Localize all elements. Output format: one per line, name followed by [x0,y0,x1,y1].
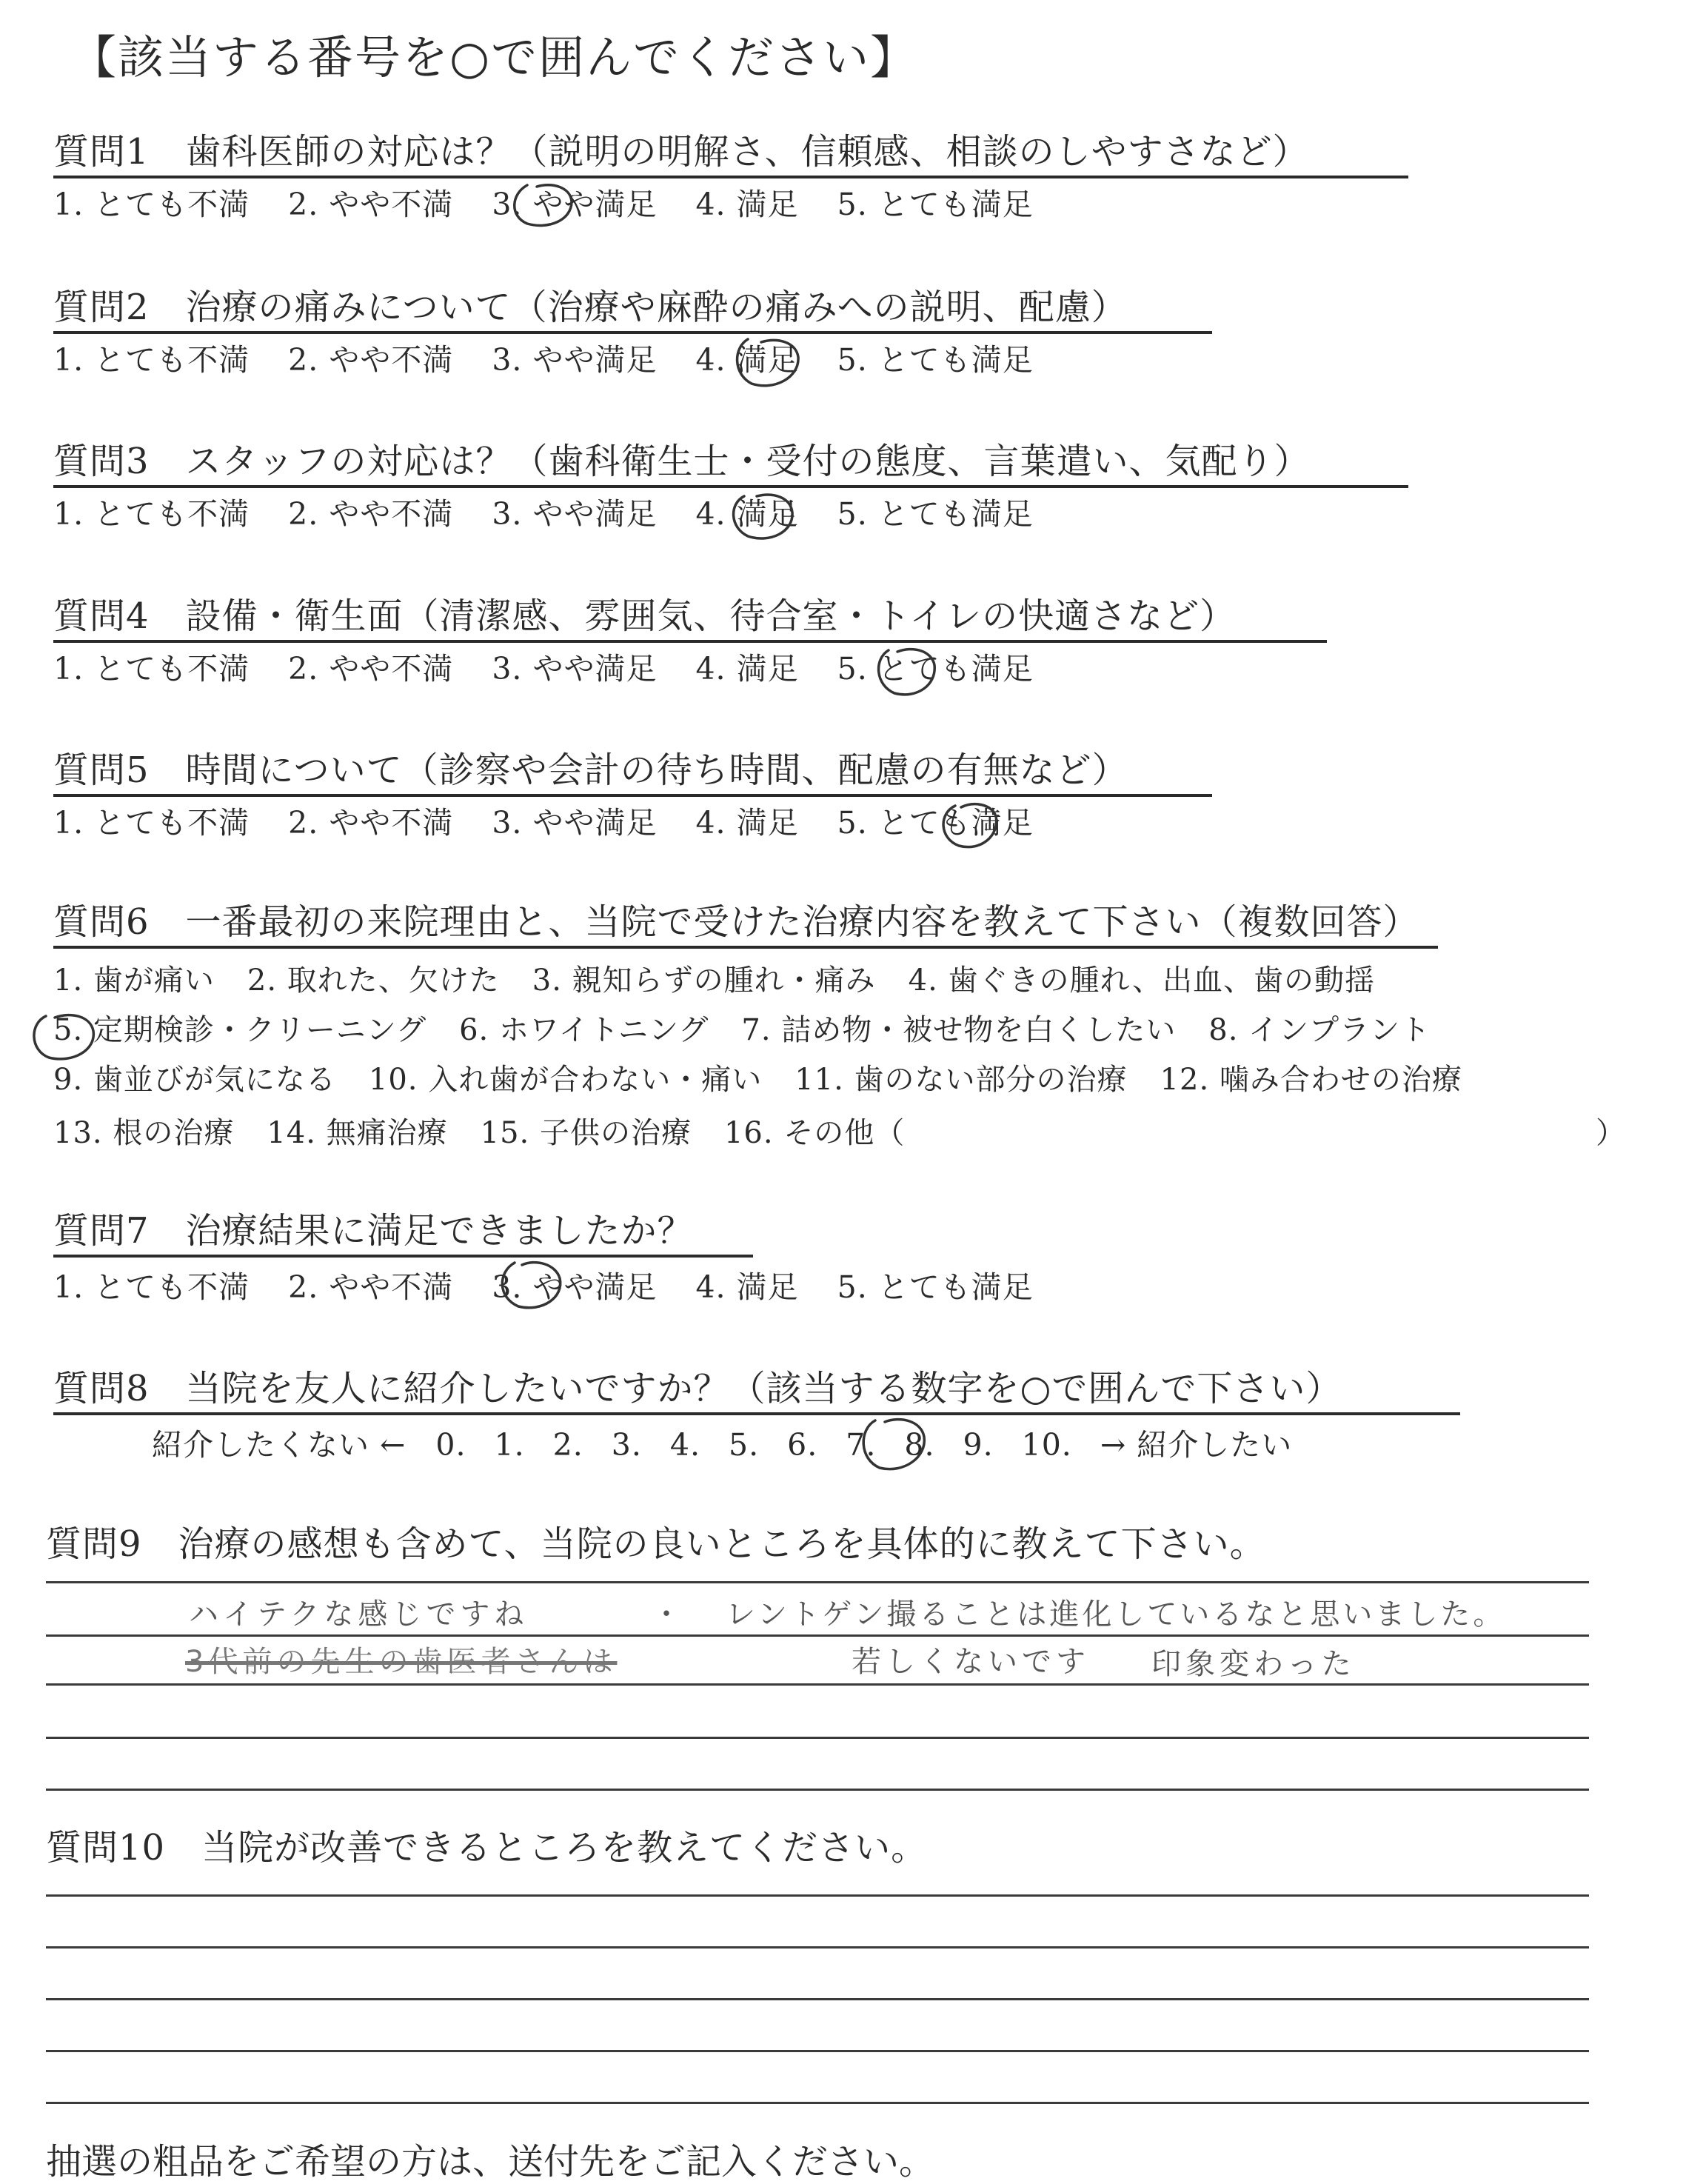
struck-handwriting: 3代前の先生の歯医者さんは [185,1645,618,1679]
option-5[interactable]: 5. とても満足 [837,1269,1034,1305]
question-7-label: 質問7 治療結果に満足できましたか？ [53,1210,694,1252]
footer-instruction: 抽選の粗品をご希望の方は、送付先をご記入ください。 [46,2141,935,2183]
option-4[interactable]: 4. 満足 [695,1269,799,1305]
q6-other-close-paren: ） [1596,1116,1626,1150]
question-6-underline [53,946,1438,949]
option-3[interactable]: 3. やや満足 [492,342,658,378]
scale-3[interactable]: 3. [611,1427,642,1463]
question-6-row-1 [53,961,1408,1000]
option-3[interactable]: 3. やや満足 [492,805,658,841]
option-2[interactable]: 2. やや不満 [288,342,454,378]
question-8-scale [152,1426,1292,1464]
question-3-underline [53,485,1408,488]
q6-option-1[interactable]: 1. 歯が痛い [53,964,215,998]
question-7-options [53,1268,1072,1306]
answer-line [46,2102,1589,2104]
option-1[interactable]: 1. とても不満 [53,496,250,532]
answer-line [46,1634,1589,1637]
question-5-label: 質問5 時間について（診察や会計の待ち時間、配慮の有無など） [53,749,1128,791]
option-2[interactable]: 2. やや不満 [288,187,454,222]
option-5[interactable]: 5. とても満足 [837,342,1034,378]
question-6-row-2 [53,1011,1463,1049]
handwritten-answer: ハイテクな感じですね [189,1597,529,1632]
question-9-label: 質問9 治療の感想も含めて、当院の良いところを具体的に教えて下さい。 [46,1523,1266,1565]
scale-9[interactable]: 9. [963,1427,994,1463]
question-2-label: 質問2 治療の痛みについて（治療や麻酔の痛みへの説明、配慮） [53,287,1128,328]
q6-option-15[interactable]: 15. 子供の治療 [480,1116,692,1150]
option-1[interactable]: 1. とても不満 [53,651,250,687]
option-4[interactable]: 4. 満足 [695,342,799,378]
question-4-options [53,649,1072,688]
scale-4[interactable]: 4. [669,1427,701,1463]
question-3-label: 質問3 スタッフの対応は？（歯科衛生士・受付の態度、言葉遣い、気配り） [53,441,1311,482]
option-4[interactable]: 4. 満足 [695,187,799,222]
scale-2[interactable]: 2. [552,1427,583,1463]
q6-option-16[interactable]: 16. その他（ [723,1116,906,1150]
page-title: 【該当する番号を○で囲んでください】 [70,30,918,84]
option-1[interactable]: 1. とても不満 [53,187,250,222]
scale-8[interactable]: 8. [904,1427,935,1463]
option-3[interactable]: 3. やや満足 [492,187,658,222]
q6-option-4[interactable]: 4. 歯ぐきの腫れ、出血、歯の動揺 [908,964,1375,998]
option-3[interactable]: 3. やや満足 [492,496,658,532]
option-2[interactable]: 2. やや不満 [288,1269,454,1305]
question-1-options [53,185,1072,224]
option-4[interactable]: 4. 満足 [695,651,799,687]
option-1[interactable]: 1. とても不満 [53,805,250,841]
option-2[interactable]: 2. やや不満 [288,496,454,532]
q6-option-7[interactable]: 7. 詰め物・被せ物を白くしたい [741,1013,1177,1047]
option-4[interactable]: 4. 満足 [695,805,799,841]
option-4[interactable]: 4. 満足 [695,496,799,532]
question-7-underline [53,1255,753,1258]
scale-10[interactable]: 10. [1021,1427,1072,1463]
question-8-underline [53,1412,1460,1415]
q6-option-6[interactable]: 6. ホワイトニング [459,1013,709,1047]
question-2-underline [53,331,1212,334]
option-2[interactable]: 2. やや不満 [288,651,454,687]
q6-option-2[interactable]: 2. 取れた、欠けた [247,964,500,998]
question-6-row-3 [53,1061,1495,1099]
scale-right-label: → 紹介したい [1100,1427,1293,1463]
q6-option-12[interactable]: 12. 噛み合わせの治療 [1160,1063,1462,1097]
answer-line [46,1581,1589,1583]
question-6-label: 質問6 一番最初の来院理由と、当院で受けた治療内容を教えて下さい（複数回答） [53,901,1419,943]
question-4-underline [53,640,1327,643]
answer-line [46,1894,1589,1897]
answer-line [46,2050,1589,2052]
question-3-options [53,495,1072,533]
question-2-options [53,341,1072,379]
question-1-label: 質問1 歯科医師の対応は？（説明の明解さ、信頼感、相談のしやすさなど） [53,131,1309,173]
question-5-underline [53,794,1212,797]
option-1[interactable]: 1. とても不満 [53,1269,250,1305]
answer-line [46,1683,1589,1686]
option-5[interactable]: 5. とても満足 [837,496,1034,532]
question-6-row-4 [53,1114,937,1152]
question-1-underline [53,176,1408,178]
option-2[interactable]: 2. やや不満 [288,805,454,841]
q6-option-10[interactable]: 10. 入れ歯が合わない・痛い [368,1063,763,1097]
option-3[interactable]: 3. やや満足 [492,1269,658,1305]
scale-left-label: 紹介したくない ← [152,1427,407,1463]
q6-option-9[interactable]: 9. 歯並びが気になる [53,1063,336,1097]
option-5[interactable]: 5. とても満足 [837,187,1034,222]
answer-line [46,1998,1589,2000]
option-5[interactable]: 5. とても満足 [837,651,1034,687]
scale-1[interactable]: 1. [494,1427,525,1463]
handwritten-answer: 若しくないです [852,1645,1090,1679]
q6-option-8[interactable]: 8. インプラント [1208,1013,1431,1047]
answer-line [46,1946,1589,1948]
scale-5[interactable]: 5. [729,1427,760,1463]
handwritten-answer: レントゲン撮ることは進化しているなと思いました。 [726,1597,1506,1632]
handwritten-bullet: ・ [652,1597,686,1632]
option-1[interactable]: 1. とても不満 [53,342,250,378]
q6-option-5[interactable]: 5. 定期検診・クリーニング [53,1013,427,1047]
scale-7[interactable]: 7. [846,1427,877,1463]
q6-option-14[interactable]: 14. 無痛治療 [267,1116,448,1150]
scale-0[interactable]: 0. [435,1427,466,1463]
handwritten-answer: 印象変わった [1151,1647,1356,1681]
answer-line [46,1737,1589,1739]
answer-line [46,1789,1589,1791]
q6-option-11[interactable]: 11. 歯のない部分の治療 [795,1063,1128,1097]
option-5[interactable]: 5. とても満足 [837,805,1034,841]
question-8-label: 質問8 当院を友人に紹介したいですか？（該当する数字を○で囲んで下さい） [53,1368,1342,1409]
question-4-label: 質問4 設備・衛生面（清潔感、雰囲気、待合室・トイレの快適さなど） [53,595,1237,637]
q6-option-13[interactable]: 13. 根の治療 [53,1116,235,1150]
q6-option-3[interactable]: 3. 親知らずの腫れ・痛み [532,964,876,998]
option-3[interactable]: 3. やや満足 [492,651,658,687]
scale-6[interactable]: 6. [787,1427,818,1463]
question-5-options [53,804,1072,842]
question-10-label: 質問10 当院が改善できるところを教えてください。 [46,1827,928,1869]
